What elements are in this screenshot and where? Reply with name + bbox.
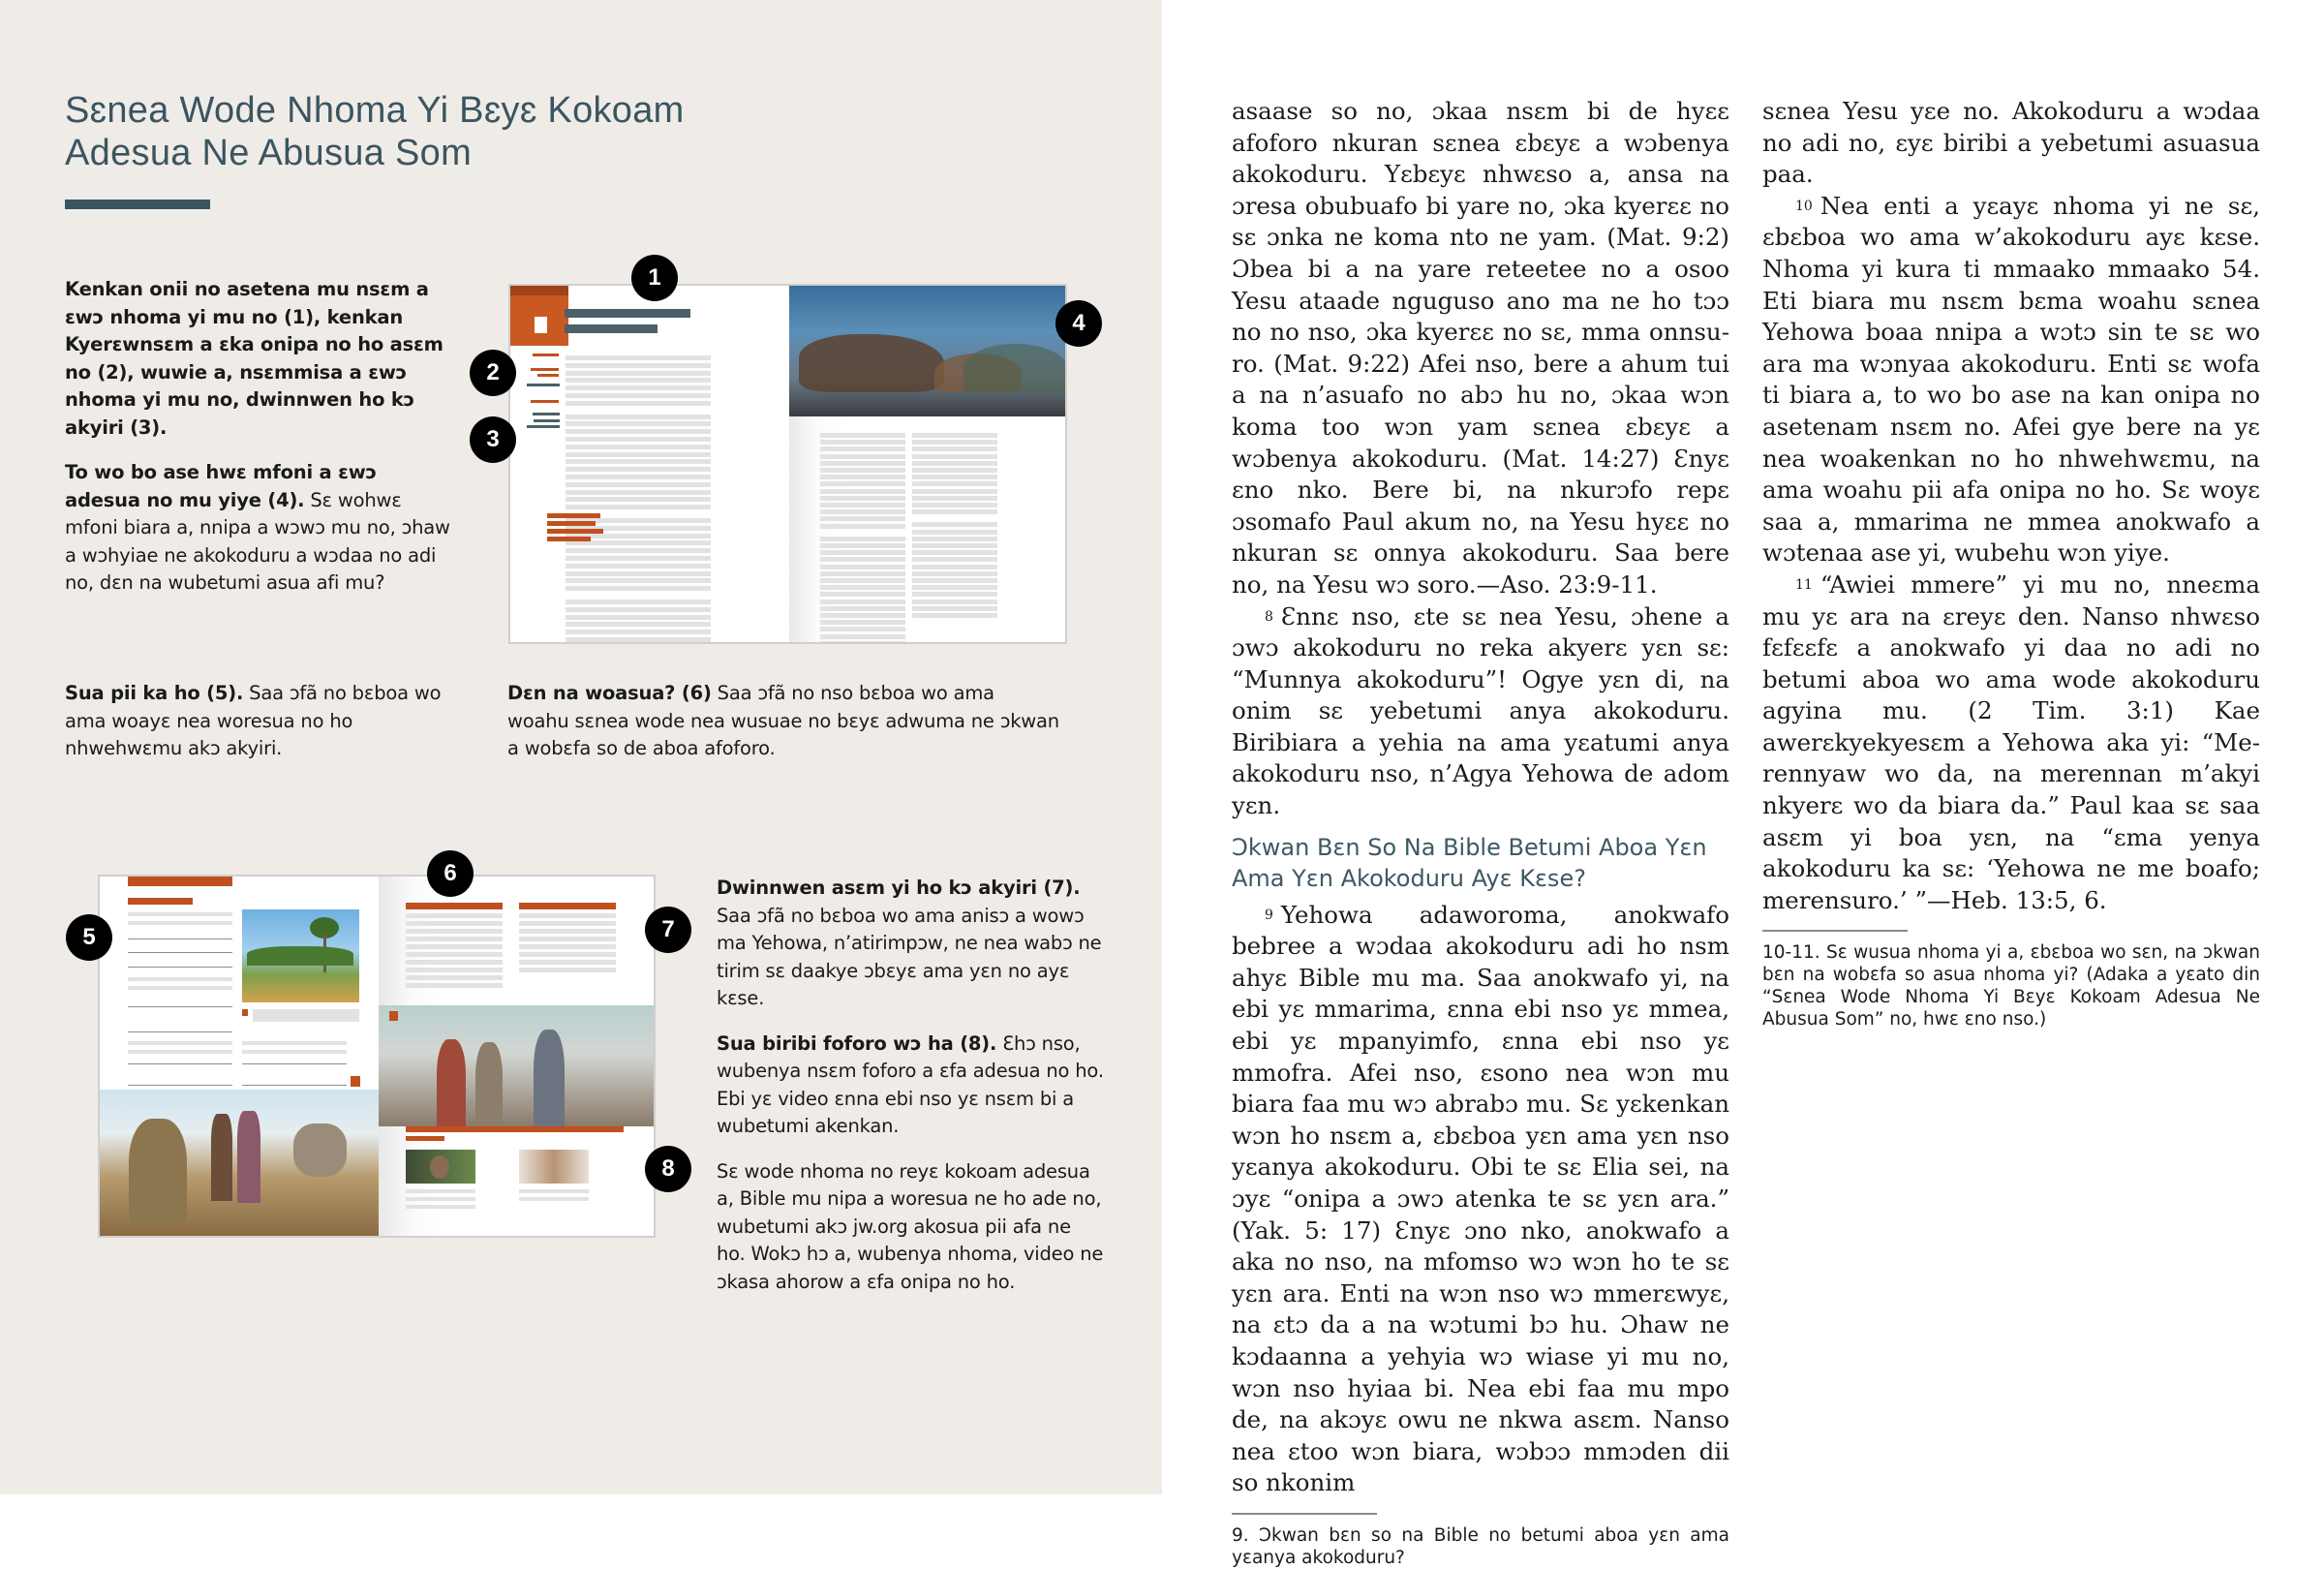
article-page bbox=[1162, 0, 2324, 1568]
placeholder-text-line bbox=[912, 481, 997, 486]
rule bbox=[128, 1085, 232, 1086]
placeholder-text-line bbox=[912, 461, 997, 466]
footnote-rule bbox=[1762, 930, 1908, 932]
spread-illustration-bottom bbox=[98, 875, 656, 1238]
pull-quote-line bbox=[547, 529, 603, 534]
video-thumbnail-bearded-man bbox=[406, 1150, 475, 1184]
placeholder-text-line bbox=[820, 489, 905, 494]
placeholder-text-line bbox=[566, 437, 711, 442]
placeholder-text-line bbox=[912, 440, 997, 445]
footnote-rule bbox=[1232, 1513, 1377, 1515]
placeholder-text-line bbox=[566, 548, 711, 553]
placeholder-text-line bbox=[912, 543, 997, 548]
placeholder-text-line bbox=[912, 613, 997, 618]
mountain-scenery bbox=[963, 344, 1067, 392]
step-1-3-bold: Kenkan onii no asetena mu nsɛm a ɛwɔ nhoma yi mu no (1), kenkan Kyerɛwnsɛm a ɛka onipa no ho asɛm no (2), wuwie a, nsɛmmisa a ɛwɔ nhoma yi mu no, dwinnwen ho kɔ akyiri (3). bbox=[65, 278, 443, 439]
paragraph-9-text: Yehowa adaworoma, anokwafo bebree a wɔdaa akokoduru adi ho nsm ahyɛ Bible mu ma. Saa anokwafo yi, na ebi yɛ mmarima, ɛnna ebi nso yɛ mmea, ebi yɛ mpanyimfo, ɛnna ebi nso yɛ mmofra. Afei nso, ɛsono nea wɔn mu biara faa mu wɔ abrabɔ mu. Sɛ yɛkenkan wɔn ho nsɛm a, ɛbɛboa yɛn ama yɛn nso yɛanya akokoduru. Obi te sɛ Elia sei, na ɔyɛ “onipa a ɔwɔ atenka te sɛ yɛn ara.” (Yak. 5: 17) Ɛnyɛ ɔno nko, anokwafo a aka no nso, na mfomso wɔ wɔn ho te sɛ yɛn ara. Enti na wɔn nso wɔ mmerɛwyɛ, na ɛtɔ da a na wɔtumi bɔ hu. Ɔhaw ne kɔdaanna a yehyia wɔ wiase yi mu no, wɔn nso hyiaa bi. Nea ebi faa mu mpo de, na akɔyɛ owu ne nkwa asɛm. Nanso nea ɛtoo wɔn biara, wɔbɔɔ mmɔden dii so nkonim bbox=[1232, 900, 1729, 1497]
placeholder-text-line bbox=[820, 537, 905, 541]
elderly-woman bbox=[437, 1039, 466, 1126]
placeholder-text-line bbox=[820, 454, 905, 459]
placeholder-text-line bbox=[820, 634, 905, 639]
placeholder-text-line bbox=[566, 459, 711, 464]
placeholder-text-line bbox=[566, 490, 711, 495]
placeholder-text-line bbox=[820, 620, 905, 625]
placeholder-text-line bbox=[566, 571, 711, 576]
placeholder-text-line bbox=[820, 509, 905, 514]
placeholder-text-line bbox=[820, 641, 905, 644]
placeholder-text-line bbox=[820, 433, 905, 438]
placeholder-text-line bbox=[519, 952, 616, 957]
placeholder-text-line bbox=[912, 446, 997, 451]
placeholder-text-line bbox=[912, 468, 997, 473]
placeholder-text-line bbox=[912, 592, 997, 597]
placeholder-text-line bbox=[406, 921, 503, 926]
placeholder-text-line bbox=[519, 929, 616, 934]
caption-step-5 bbox=[65, 680, 452, 781]
placeholder-text-line bbox=[519, 921, 616, 926]
placeholder-text-line bbox=[519, 937, 616, 941]
rule bbox=[128, 952, 232, 953]
paragraph-11 bbox=[1762, 569, 2260, 917]
step-5-text bbox=[65, 680, 452, 763]
margin-question bbox=[527, 425, 560, 428]
placeholder-text-line bbox=[519, 944, 616, 949]
placeholder-text-line bbox=[566, 615, 711, 620]
placeholder-text-line bbox=[566, 505, 711, 509]
palm-trees-photo bbox=[242, 909, 359, 1002]
placeholder-text-line bbox=[912, 550, 997, 555]
placeholder-text-line bbox=[519, 968, 616, 972]
paragraph-11-text: “Awiei mmere” yi mu no, nneɛma mu yɛ ara na ɛreyɛ den. Nanso nhwɛso fɛfɛɛfɛ a anokwafo yi daa no adi no betumi aboa wo ama wode akokoduru agyina mu. (2 Tim. 3:1) Kae awerɛkyekyesɛm a Yehowa aka yi: “Merennyaw wo da, na merennan m’akyi nkyerɛ wo da biara da.” Paul kaa sɛ saa asɛm yi boa yɛn, na “ɛma yenya akokoduru ka sɛ: ‘Yehowa ne me boafo; merensuro.’ ”—Heb. 13:5, 6. bbox=[1762, 569, 2260, 914]
paragraph-10 bbox=[1762, 191, 2260, 569]
rule bbox=[242, 1063, 347, 1064]
placeholder-text-line bbox=[566, 385, 711, 390]
placeholder-text-line bbox=[406, 960, 503, 965]
badge-2: 2 bbox=[470, 350, 516, 396]
placeholder-text-line bbox=[566, 429, 711, 434]
article-column-1 bbox=[1232, 96, 1729, 1569]
placeholder-text-line bbox=[820, 600, 905, 604]
placeholder-text-line bbox=[820, 606, 905, 611]
spread-right-page bbox=[379, 877, 656, 1236]
placeholder-text-line bbox=[820, 468, 905, 473]
congregation-greeting-photo bbox=[379, 1005, 656, 1126]
elderly-man bbox=[475, 1042, 503, 1126]
section-bar bbox=[406, 1126, 624, 1132]
margin-ref bbox=[531, 400, 559, 403]
margin-ref bbox=[527, 384, 560, 386]
greeting-man bbox=[534, 1030, 565, 1126]
placeholder-text-line bbox=[566, 622, 711, 627]
margin-ref bbox=[531, 368, 559, 371]
margin-ref bbox=[537, 374, 559, 377]
palm-row bbox=[247, 946, 353, 966]
paragraph-number: 10 bbox=[1795, 198, 1813, 214]
margin-question bbox=[533, 413, 560, 415]
spread-illustration-top bbox=[508, 284, 1067, 644]
badge-4: 4 bbox=[1055, 300, 1102, 347]
camel-figures bbox=[799, 334, 944, 392]
step-8-body: Ɛhɔ nso, wubenya nsɛm foforo a ɛfa adesua no ho. Ebi yɛ video ɛnna ebi nso yɛ nsɛm bi a wubetumi akenkan. bbox=[717, 1031, 1104, 1137]
text-line bbox=[406, 1205, 475, 1209]
placeholder-text-line bbox=[566, 607, 711, 612]
camels-painting-image bbox=[789, 286, 1067, 416]
study-question-9: 9. Ɔkwan bɛn so na Bible no betumi aboa yɛn ama yɛanya akokoduru? bbox=[1232, 1524, 1729, 1568]
paragraph-7-continued: asaase so no, ɔkaa nsɛm bi de hyɛɛ afoforo nkuran sɛnea ɛbɛyɛ a wɔbenya akokoduru. Yɛbɛyɛ nhwɛso a, ansa na ɔresa obubuafo bi yare no, ɔka kyerɛɛ no sɛ ɔnka ne koma nto ne yam. (Mat. 9:2) Ɔbea bi a na yare reteetee no a osoo Yesu ataade nguguso ano ma ne ho tɔɔ no no nso, ɔka kyerɛɛ no sɛ, mma onnsuro. (Mat. 9:22) Afei nso, bere a ahum tui a na n’asuafo no abɔ hu no, ɔkaa wɔn koma too wɔn yam sɛnea ɛbɛyɛ a wɔbenya akokoduru. (Mat. 14:27) Ɛnyɛ ɛno nko. Bere bi, na nkurɔfo repɛ ɔsomafo Paul akum no, na Yesu hyɛɛ no nkuran sɛ onnya akokoduru. Saa bere no, na Yesu wɔ soro.—Aso. 23:9-11. bbox=[1232, 97, 1729, 599]
face bbox=[430, 1155, 449, 1179]
text-line bbox=[519, 1189, 589, 1193]
placeholder-text-line bbox=[406, 968, 503, 972]
text-line bbox=[406, 1197, 475, 1201]
rule bbox=[128, 967, 232, 968]
placeholder-text-line bbox=[912, 496, 997, 501]
step-4-body: Sɛ wohwɛ mfoni biara a, nnipa a wɔwɔ mu no, ɔhaw a wɔhyiae ne akokoduru a wɔdaa no adi no, dɛn na wubetumi asua afi mu? bbox=[65, 488, 450, 594]
placeholder-text-line bbox=[566, 393, 711, 398]
section-subheading: Ɔkwan Bɛn So Na Bible Betumi Aboa Yɛn Ama Yɛn Akokoduru Ayɛ Kɛse? bbox=[1232, 833, 1707, 892]
placeholder-text-line bbox=[820, 516, 905, 521]
spread-left-page bbox=[100, 877, 379, 1236]
people-with-donkeys-painting bbox=[100, 1090, 379, 1236]
placeholder-text-line bbox=[912, 454, 997, 459]
placeholder-text-line bbox=[566, 415, 711, 419]
placeholder-text-line bbox=[406, 929, 503, 934]
placeholder-text-line bbox=[820, 578, 905, 583]
placeholder-text-line bbox=[820, 524, 905, 529]
figure bbox=[211, 1114, 232, 1201]
placeholder-text-line bbox=[519, 913, 616, 918]
placeholder-text-line bbox=[820, 543, 905, 548]
placeholder-text-line bbox=[566, 467, 711, 472]
figure-carrying-sack bbox=[129, 1119, 187, 1225]
caption-steps-1-3 bbox=[65, 276, 452, 615]
step-4-bold: To wo bo ase hwɛ mfoni a ɛwɔ adesua no mu yiye (4). bbox=[65, 461, 377, 511]
paragraph-10-text: Nea enti a yɛayɛ nhoma yi ne sɛ, ɛbɛboa wo ama w’akokoduru ayɛ kɛse. Nhoma yi kura ti mmaako mmaako 54. Eti biara mu nsɛm bɛma woahu sɛnea Yehowa boaa nnipa a wɔtɔ sin te sɛ wo ara ma wɔnyaa akokoduru. Enti sɛ wofa ti biara a, to wo bo ase na kan onipa no asetenam nsɛm no. Afei gye bere na yɛ nea woakenkan no ho nhwehwɛmu, na ama woahu pii afa onipa no ho. Sɛ woyɛ saa a, mmarima ne mmea anokwafo a wɔtenaa ase yi, wubehu wɔn yiye. bbox=[1762, 191, 2260, 568]
placeholder-text-line bbox=[566, 378, 711, 383]
video-thumbnail-camels bbox=[519, 1150, 589, 1184]
placeholder-text-line bbox=[820, 440, 905, 445]
placeholder-text-line bbox=[406, 975, 503, 980]
placeholder-text-line bbox=[566, 482, 711, 487]
placeholder-text-line bbox=[912, 565, 997, 569]
figure bbox=[237, 1111, 260, 1203]
placeholder-text-line bbox=[912, 600, 997, 604]
placeholder-text-line bbox=[912, 509, 997, 514]
placeholder-text-line bbox=[820, 571, 905, 576]
placeholder-text-line bbox=[406, 937, 503, 941]
study-question-10-11: 10-11. Sɛ wusua nhoma yi a, ɛbɛboa wo sɛn, na ɔkwan bɛn na wobɛfa so asua nhoma yi? (Adaka a yɛato din “Sɛnea Wode Nhoma Yi Bɛyɛ Kokoam Adesua Ne Abusua Som” no, hwɛ ɛno nso.) bbox=[1762, 942, 2260, 1031]
caption-step-6 bbox=[507, 680, 1059, 781]
text-line bbox=[242, 1041, 347, 1045]
placeholder-text-line bbox=[912, 578, 997, 583]
section-heading-bar bbox=[128, 877, 232, 886]
title-bar bbox=[565, 324, 657, 333]
text-line bbox=[128, 986, 232, 990]
placeholder-text-line bbox=[566, 586, 711, 591]
title-bar bbox=[565, 309, 690, 318]
box-title-line-2: Adesua Ne Abusua Som bbox=[65, 133, 473, 173]
text-line bbox=[128, 921, 232, 925]
placeholder-text-line bbox=[820, 585, 905, 590]
placeholder-text-line bbox=[566, 401, 711, 406]
paragraph-9-continued: sɛnea Yesu yɛe no. Akokoduru a wɔdaa no adi no, ɛyɛ biribi a yebetumi asuasua paa. bbox=[1762, 97, 2260, 189]
paragraph-8-text: Ɛnnɛ nso, ɛte sɛ nea Yesu, ɔhene a ɔwɔ akokoduru no reka akyerɛ yɛn sɛ: “Munnya akokoduru”! Ogye yɛn di, na onim sɛ yebetumi anya akokoduru. Biribiara a yehia na ama yɛatumi anya akokoduru nso, n’Agya Yehowa de adom yɛn. bbox=[1232, 601, 1729, 820]
badge-1: 1 bbox=[631, 255, 678, 301]
placeholder-text-line bbox=[912, 489, 997, 494]
donkey bbox=[293, 1123, 347, 1177]
placeholder-text-line bbox=[912, 557, 997, 562]
placeholder-text-line bbox=[912, 522, 997, 527]
placeholder-text-line bbox=[912, 503, 997, 508]
paragraph-number: 11 bbox=[1795, 576, 1813, 593]
box-title bbox=[65, 89, 685, 174]
placeholder-text-line bbox=[566, 540, 711, 545]
section-label-bar bbox=[406, 1136, 444, 1141]
photo-caption-marker bbox=[389, 1011, 398, 1021]
rule bbox=[242, 1085, 347, 1086]
placeholder-text-line bbox=[566, 475, 711, 479]
column-heading-bar bbox=[519, 903, 616, 909]
chapter-tab-top bbox=[510, 286, 568, 295]
placeholder-text-line bbox=[566, 445, 711, 449]
photo-caption-marker bbox=[242, 1009, 248, 1016]
placeholder-text-line bbox=[566, 564, 711, 569]
placeholder-text-line bbox=[912, 537, 997, 541]
step-6-bold: Dɛn na woasua? (6) bbox=[507, 682, 712, 704]
placeholder-text-line bbox=[566, 363, 711, 368]
pull-quote-line bbox=[547, 521, 596, 526]
subheading-bar bbox=[128, 898, 193, 905]
rule bbox=[128, 938, 232, 939]
margin-ref bbox=[533, 354, 559, 356]
rule bbox=[128, 1006, 232, 1007]
placeholder-text-line bbox=[566, 355, 711, 360]
pull-quote-line bbox=[547, 513, 600, 518]
placeholder-text-line bbox=[820, 496, 905, 501]
pull-quote-line bbox=[547, 537, 591, 541]
placeholder-text-line bbox=[820, 557, 905, 562]
column-heading-bar bbox=[406, 903, 503, 909]
paragraph-9 bbox=[1232, 900, 1729, 1499]
text-line bbox=[242, 1050, 347, 1054]
placeholder-text-line bbox=[820, 481, 905, 486]
rule bbox=[128, 1063, 232, 1064]
chapter-icon bbox=[535, 317, 547, 333]
step-1-3-text bbox=[65, 276, 452, 442]
placeholder-text-line bbox=[566, 497, 711, 502]
box-title-line-1: Sɛnea Wode Nhoma Yi Bɛyɛ Kokoam bbox=[65, 90, 685, 131]
placeholder-text-line bbox=[566, 630, 711, 634]
placeholder-text-line bbox=[566, 371, 711, 376]
placeholder-text-line bbox=[566, 600, 711, 604]
badge-7: 7 bbox=[645, 907, 691, 953]
placeholder-text-line bbox=[820, 503, 905, 508]
placeholder-text-line bbox=[566, 421, 711, 426]
paragraph-number: 8 bbox=[1265, 608, 1273, 625]
photo-caption-marker bbox=[351, 1076, 360, 1087]
step-6-body: Saa ɔfã no nso bɛboa wo ama woahu sɛnea wode nea wusuae no bɛyɛ adwuma ne ɔkwan a wobɛfa so de aboa afoforo. bbox=[507, 682, 1059, 759]
text-line bbox=[128, 1050, 232, 1054]
placeholder-text-line bbox=[820, 565, 905, 569]
closing-note: Sɛ wode nhoma no reyɛ kokoam adesua a, Bible mu nipa a woresua ne ho ade no, wubetumi akɔ jw.org akosua pii afa ne ho. Wokɔ hɔ a, wubenya nhoma, video ne ɔkasa ahorow a ɛfa onipa no ho. bbox=[717, 1159, 1104, 1293]
text-line bbox=[519, 1197, 589, 1201]
text-line bbox=[406, 1189, 475, 1193]
paragraph-8 bbox=[1232, 601, 1729, 822]
placeholder-text-line bbox=[406, 944, 503, 949]
placeholder-text-line bbox=[820, 475, 905, 479]
margin-question bbox=[534, 419, 560, 422]
step-7-body: Saa ɔfã no bɛboa wo ama anisɔ a wowɔ ma Yehowa, n’atirimpɔw, ne nea wabɔ ne tirim sɛ daakye ɔbɛyɛ ama yɛn no ayɛ kɛse. bbox=[717, 904, 1102, 1009]
placeholder-text-line bbox=[912, 606, 997, 611]
badge-3: 3 bbox=[470, 416, 516, 463]
placeholder-text-line bbox=[912, 585, 997, 590]
step-6-text bbox=[507, 680, 1059, 763]
badge-8: 8 bbox=[645, 1146, 691, 1192]
paragraph-number: 9 bbox=[1265, 907, 1273, 923]
caption-steps-7-8 bbox=[717, 875, 1104, 1313]
step-8-bold: Sua biribi foforo wɔ ha (8). bbox=[717, 1031, 997, 1055]
placeholder-text-line bbox=[912, 475, 997, 479]
step-7-text bbox=[717, 875, 1104, 1013]
spread-right-page bbox=[789, 286, 1067, 642]
step-5-body: Saa ɔfã no bɛboa wo ama woayɛ nea woresua no ho nhwehwɛmu akɔ akyiri. bbox=[65, 682, 442, 759]
text-line bbox=[128, 1041, 232, 1045]
placeholder-text-line bbox=[406, 952, 503, 957]
spread-left-page bbox=[510, 286, 789, 642]
placeholder-text-line bbox=[820, 461, 905, 466]
placeholder-text-line bbox=[820, 446, 905, 451]
placeholder-text-line bbox=[820, 613, 905, 618]
placeholder-text-line bbox=[566, 556, 711, 561]
article-column-2 bbox=[1762, 96, 2260, 1031]
text-line bbox=[128, 912, 232, 916]
rule bbox=[128, 1031, 232, 1032]
photo-caption bbox=[253, 1009, 359, 1022]
step-5-bold: Sua pii ka ho (5). bbox=[65, 682, 244, 704]
placeholder-text-line bbox=[912, 433, 997, 438]
placeholder-text-line bbox=[820, 627, 905, 631]
title-accent-rule bbox=[65, 200, 210, 209]
step-8-text bbox=[717, 1031, 1104, 1141]
placeholder-text-line bbox=[820, 592, 905, 597]
placeholder-text-line bbox=[820, 550, 905, 555]
placeholder-text-line bbox=[912, 571, 997, 576]
text-line bbox=[128, 977, 232, 981]
step-4-text bbox=[65, 459, 452, 598]
placeholder-text-line bbox=[912, 530, 997, 535]
study-guide-box bbox=[0, 0, 1162, 1494]
placeholder-text-line bbox=[566, 452, 711, 457]
placeholder-text-line bbox=[406, 913, 503, 918]
placeholder-text-line bbox=[566, 637, 711, 642]
placeholder-text-line bbox=[519, 960, 616, 965]
badge-5: 5 bbox=[66, 914, 112, 961]
placeholder-text-line bbox=[566, 578, 711, 583]
badge-6: 6 bbox=[427, 850, 474, 897]
step-7-bold: Dwinnwen asɛm yi ho kɔ akyiri (7). bbox=[717, 877, 1081, 899]
placeholder-text-line bbox=[406, 983, 503, 988]
